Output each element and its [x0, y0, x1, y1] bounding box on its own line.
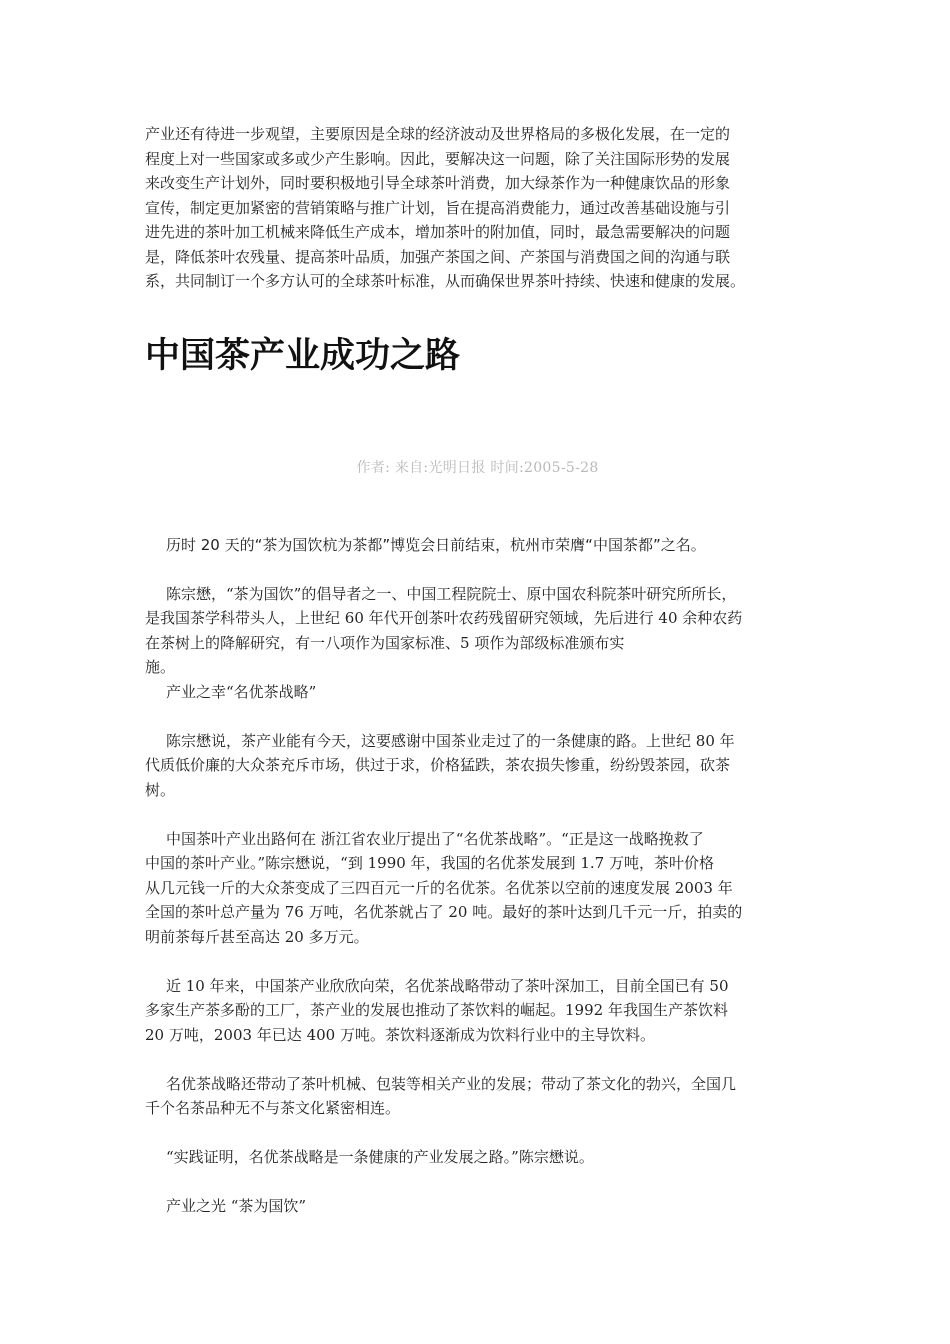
text-line: 明前茶每斤甚至高达 20 多万元。 — [145, 927, 369, 946]
text-line: 多家生产茶多酚的工厂，茶产业的发展也推动了茶饮料的崛起。1992 年我国生产茶饮料 — [145, 1001, 728, 1019]
paragraph-continuation — [145, 851, 810, 949]
text-line: 是我国茶学科带头人，上世纪 60 年代开创茶叶农药残留研究领域，先后进行 40 余种农药 — [145, 609, 743, 627]
text-line: 历时 20 天的“茶为国饮杭为茶都”博览会日前结束，杭州市荣膺“中国茶都”之名。 — [166, 535, 706, 554]
article-body — [145, 533, 810, 1219]
paragraph — [145, 1145, 810, 1170]
text-line: 中国的茶叶产业。”陈宗懋说，“到 1990 年，我国的名优茶发展到 1.7 万吨，茶叶价格 — [145, 854, 714, 872]
paragraph-continuation — [145, 998, 810, 1047]
text-line: 名优茶战略还带动了茶叶机械、包装等相关产业的发展；带动了茶文化的勃兴，全国几 — [166, 1074, 737, 1093]
text-line: 陈宗懋，“茶为国饮”的倡导者之一、中国工程院院士、原中国农科院茶叶研究所所长， — [166, 584, 737, 603]
text-line: 近 10 年来，中国茶产业欣欣向荣，名优茶战略带动了茶叶深加工，目前全国已有 50 — [166, 976, 729, 995]
text-line: 全国的茶叶总产量为 76 万吨，名优茶就占了 20 吨。最好的茶叶达到几千元一斤，拍卖的 — [145, 903, 743, 921]
text-line: 树。 — [145, 780, 176, 799]
paragraph — [145, 582, 810, 607]
paragraph — [145, 533, 810, 558]
text-line: 是，降低茶叶农残量、提高茶叶品质，加强产茶国之间、产茶国与消费国之间的沟通与联 — [145, 247, 731, 266]
text-line: 系，共同制订一个多方认可的全球茶叶标准，从而确保世界茶叶持续、快速和健康的发展。 — [145, 272, 746, 290]
paragraph-continuation — [145, 1096, 810, 1121]
text-line: 千个名茶品种无不与茶文化紧密相连。 — [145, 1099, 401, 1117]
paragraph-continuation — [145, 606, 810, 680]
section-heading — [145, 680, 810, 705]
text-line: 20 万吨，2003 年已达 400 万吨。茶饮料逐渐成为饮料行业中的主导饮料。 — [145, 1025, 655, 1044]
paragraph — [145, 827, 810, 852]
article-byline: 作者: 来自:光明日报 时间:2005-5-28 — [356, 459, 599, 476]
paragraph — [145, 974, 810, 999]
text-line: 产业还有待进一步观望，主要原因是全球的经济波动及世界格局的多极化发展，在一定的 — [145, 125, 731, 143]
text-line: 陈宗懋说，茶产业能有今天，这要感谢中国茶业走过了的一条健康的路。上世纪 80 年 — [166, 731, 735, 750]
text-line: 程度上对一些国家或多或少产生影响。因此，要解决这一问题，除了关注国际形势的发展 — [145, 149, 731, 168]
text-line: 来改变生产计划外，同时要积极地引导全球茶叶消费，加大绿茶作为一种健康饮品的形象 — [145, 174, 731, 192]
paragraph-continuation — [145, 753, 810, 802]
text-line: 施。 — [145, 658, 176, 676]
text-line: 在茶树上的降解研究，有一八项作为国家标准、5 项作为部级标准颁布实 — [145, 633, 625, 652]
section-heading — [145, 1194, 810, 1219]
article-title: 中国茶产业成功之路 — [145, 335, 461, 376]
text-line: 宣传，制定更加紧密的营销策略与推广计划，旨在提高消费能力，通过改善基础设施与引 — [145, 198, 731, 217]
text-line: 从几元钱一斤的大众茶变成了三四百元一斤的名优茶。名优茶以空前的速度发展 2003 年 — [145, 878, 733, 897]
section-heading-text: 产业之光 “茶为国饮” — [166, 1197, 307, 1215]
text-line: 中国茶叶产业出路何在 浙江省农业厅提出了“名优茶战略”。“正是这一战略挽救了 — [166, 829, 704, 848]
section-heading-text: 产业之幸“名优茶战略” — [166, 682, 317, 701]
text-line: 进先进的茶叶加工机械来降低生产成本，增加茶叶的附加值，同时，最急需要解决的问题 — [145, 223, 731, 241]
text-line: 代质低价廉的大众茶充斥市场，供过于求，价格猛跌，茶农损失惨重，纷纷毁茶园，砍茶 — [145, 756, 731, 774]
intro-paragraph — [145, 122, 810, 294]
paragraph — [145, 1072, 810, 1097]
text-line: “实践证明，名优茶战略是一条健康的产业发展之路。”陈宗懋说。 — [166, 1148, 594, 1166]
document-page — [145, 122, 810, 1243]
paragraph — [145, 729, 810, 754]
